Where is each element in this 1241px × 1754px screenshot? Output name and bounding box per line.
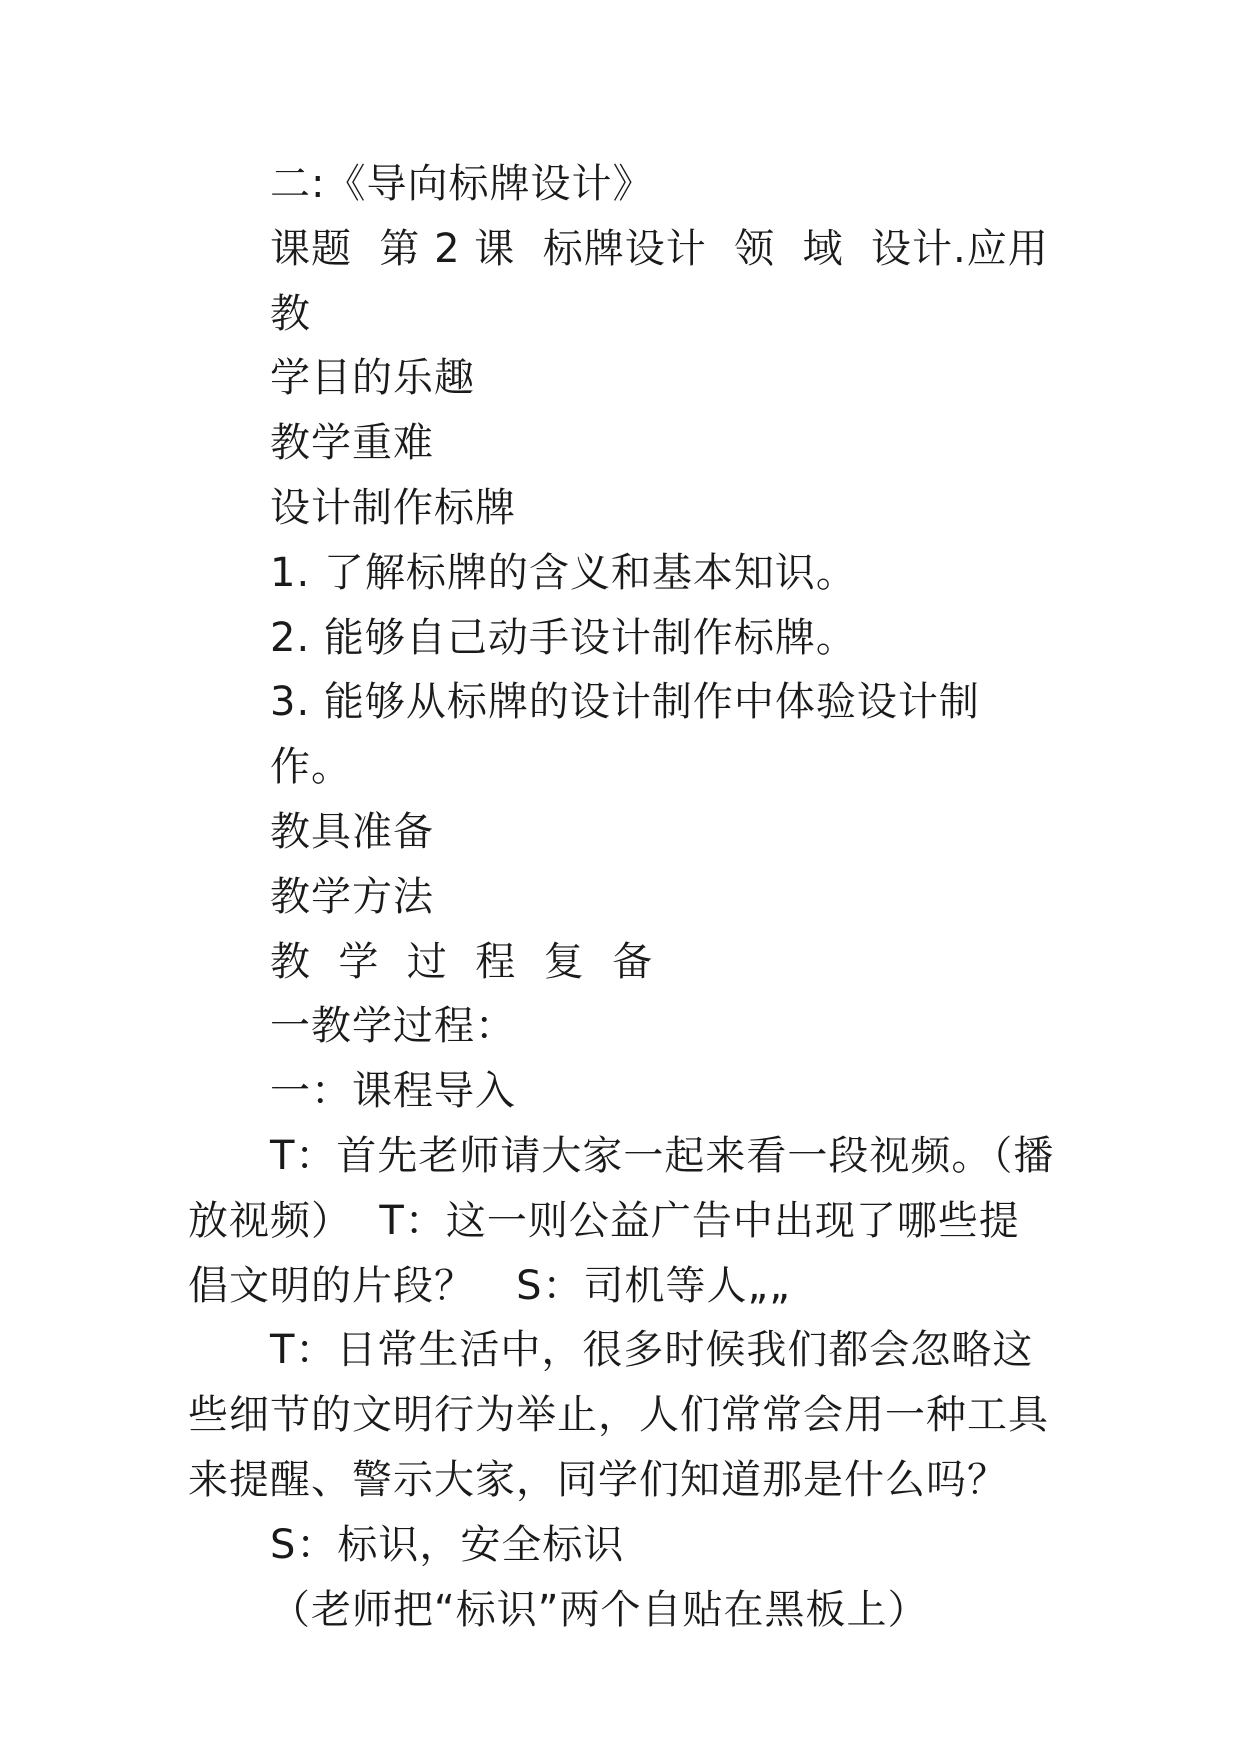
document-body bbox=[188, 152, 1077, 1642]
lesson-info-line: 课题 第 2 课 标牌设计 领 域 设计.应用 教 bbox=[270, 225, 1077, 337]
title-line: 二:《导向标牌设计》 bbox=[270, 161, 654, 207]
lesson-info-line-2: 学目的乐趣 bbox=[270, 355, 475, 402]
process-review-heading: 教 学 过 程 复 备 bbox=[270, 938, 654, 985]
teaching-aids-heading: 教具准备 bbox=[270, 808, 434, 855]
course-intro-heading: 一：课程导入 bbox=[270, 1068, 516, 1115]
dialogue-paragraph-1: T：首先老师请大家一起来看一段视频。（播放视频） T：这一则公益广告中出现了哪些提倡文明的片段？ S：司机等人„„ bbox=[188, 1132, 1055, 1309]
dialogue-paragraph-2: T：日常生活中，很多时候我们都会忽略这些细节的文明行为举止，人们常常会用一种工具来提醒、警示大家，同学们知道那是什么吗？ bbox=[188, 1327, 1049, 1503]
key-points-heading: 教学重难 bbox=[270, 420, 434, 467]
student-answer-line: S：标识，安全标识 bbox=[270, 1521, 625, 1568]
objective-item-2: 2. 能够自己动手设计制作标牌。 bbox=[270, 614, 857, 661]
teacher-action-line: （老师把“标识”两个自贴在黑板上） bbox=[270, 1586, 929, 1633]
objective-item-1: 1. 了解标牌的含义和基本知识。 bbox=[270, 549, 857, 596]
key-points-text: 设计制作标牌 bbox=[270, 484, 516, 531]
objective-item-3: 3. 能够从标牌的设计制作中体验设计制作。 bbox=[270, 679, 980, 791]
teaching-methods-heading: 教学方法 bbox=[270, 873, 434, 920]
teaching-process-heading: 一教学过程： bbox=[270, 1003, 516, 1050]
